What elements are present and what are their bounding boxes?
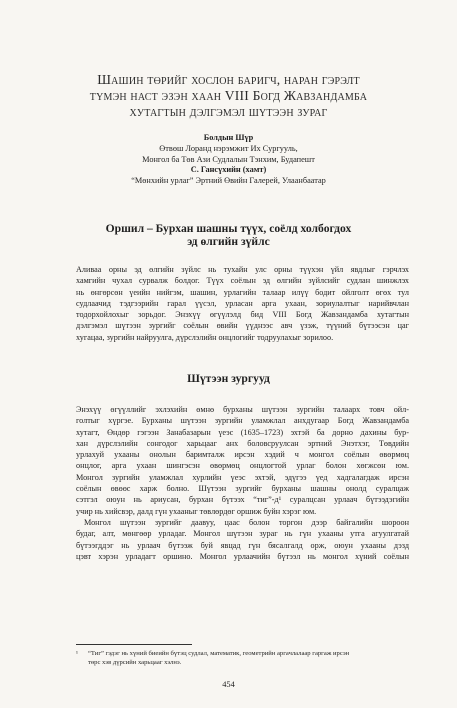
title-line: Шашин төрийг хослон баригч, наран гэрэлт bbox=[97, 72, 360, 87]
title-line: хутагтын дэлгэмэл шүтээн зураг bbox=[129, 104, 328, 119]
text-line: онцлог, арга ухаан шингэсэн өвөрмөц онцлогтой урлаг болон хөгжсөн юм. bbox=[76, 461, 409, 471]
footnote bbox=[76, 649, 409, 667]
author-affiliation: “Мөнхийн урлаг” Эртний Өвийн Галерей, Улаанбаатар bbox=[131, 176, 326, 186]
section-heading-line: Оршил – Бурхан шашны түүх, соёлд холбогдох bbox=[105, 222, 352, 235]
text-line: урлахуй ухааны онолын баримталж ирсэн хэдий ч монгол соёлын өвөрмөц bbox=[76, 450, 409, 460]
footnote-text: “Тиг” гэдэг нь хүний биеийн бүтэц судлал, математик, геометрийн аргачлалаар гаргаж ирсэн bbox=[88, 650, 350, 657]
text-line: будаг, алт, мөнгөөр урладаг. Монгол шүтээн зураг нь гүн ухааны утга агуулгатай bbox=[76, 529, 409, 539]
text-line: дэлгэмэл шүтээн зургийг соёлын өвийн үүднээс авч үзэж, түүний бүтээсэн цаг bbox=[76, 321, 409, 331]
section-heading: Шүтээн зургууд bbox=[187, 372, 270, 385]
text-line: соёлын өвөөс харж болно. Шүтээн зургийг бурханы шашны онолд суралцаж bbox=[76, 484, 409, 494]
footnote-line bbox=[76, 649, 409, 658]
text-line: цэвт хэрэн урладагт оршино. Монгол урлаачийн бүтээл нь монгол хүний соёлын bbox=[76, 551, 409, 561]
text-line: Энэхүү өгүүллийг эхлэхийн өмнө бурханы шүтээн зургийн талаарх товч ойл- bbox=[76, 405, 409, 414]
text-line: учир нь хийсвэр, далд гүн ухааныг төвлөрдөг оршиж буйн хэрэг юм. bbox=[76, 506, 317, 516]
author-affiliation: Монгол ба Төв Ази Судлалын Тэнхим, Будапешт bbox=[142, 154, 315, 164]
text-line: тодорхойлохыг зорьдог. Энэхүү өгүүлэлд бид VIII Богд Жавзандамба хутагтын bbox=[76, 310, 409, 320]
text-line: хамгийн чухал сурвалж болдог. Түүх соёлын эд өлгийн зүйлсийг судлан шинжлэх bbox=[76, 276, 409, 286]
text-line: бүтээгддэг нь урлаач бүтээж буй явцад гүн бясалгалд орж, оюун ухааны дэзд bbox=[76, 540, 409, 550]
footnote-marker: ¹ bbox=[76, 650, 78, 657]
footnote-line: төрс хэв дүрсийн харьцааг хэлнэ. bbox=[88, 659, 182, 666]
section-heading bbox=[36, 222, 421, 248]
author-block bbox=[36, 133, 421, 187]
text-line: Аливаа орны эд өлгийн зүйлс нь тухайн улс орны түүхэн үйл явдлыг гэрчлэх bbox=[76, 265, 409, 274]
footnote-rule bbox=[76, 644, 192, 645]
text-line: хугацаа, зургийн найруулга, дүрслэлийн онцлогийг тодруулахыг зорилоо. bbox=[76, 332, 334, 342]
title-line: түмэн наст эзэн хаан VIII Богд Жавзандамба bbox=[89, 88, 368, 103]
page-number: 454 bbox=[222, 680, 235, 689]
paper-title bbox=[36, 72, 421, 120]
text-line: хан дүрслэлийн сонгодог харьцааг анх боловсруулсан эртний Энэтхэг, Төвдийн bbox=[76, 438, 409, 448]
section-heading-line: эд өлгийн зүйлс bbox=[187, 235, 270, 248]
author-affiliation: Өтвөш Лоранд нэрэмжит Их Сургууль, bbox=[159, 143, 298, 153]
author-name: Болдын Шүр bbox=[203, 133, 254, 142]
text-line: Монгол зургийн уламжлал хурлийн үеэс эхтэй, эдүгээ үед хадгалагдаж ирсэн bbox=[76, 472, 409, 482]
text-line: сэтгэл оюун нь ариусан, бурхан бүтээх “тиг”-д¹ суралцсан урлаач бүтээдэгийн bbox=[76, 495, 409, 505]
text-line: хутагт, Өндөр гэгээн Занабазарын үеэс (1635–1723) эхтэй ба дорно дахины бур- bbox=[76, 427, 409, 437]
text-line: Монгол шүтээн зургийг даавуу, цаас болон торгон дээр байгалийн шороон bbox=[84, 517, 409, 527]
author-name: С. Гансүхийн (хамт) bbox=[190, 165, 267, 175]
body-paragraph bbox=[76, 404, 409, 562]
text-line: голтыг хүргэе. Бурханы шүтээн зургийн уламжлал анхдугаар Богд Жавзандамба bbox=[76, 416, 409, 426]
intro-paragraph bbox=[76, 264, 409, 343]
text-line: судлаачид тэдгээрийн гарал үүсэл, урласан арга ухаан, зориулалтыг нарийвчлан bbox=[76, 298, 409, 308]
text-line: нь өнгөрсөн үеийн нийгэм, шашин, урлагийн талаар илүү бодит ойлголт өгөх тул bbox=[76, 287, 409, 297]
